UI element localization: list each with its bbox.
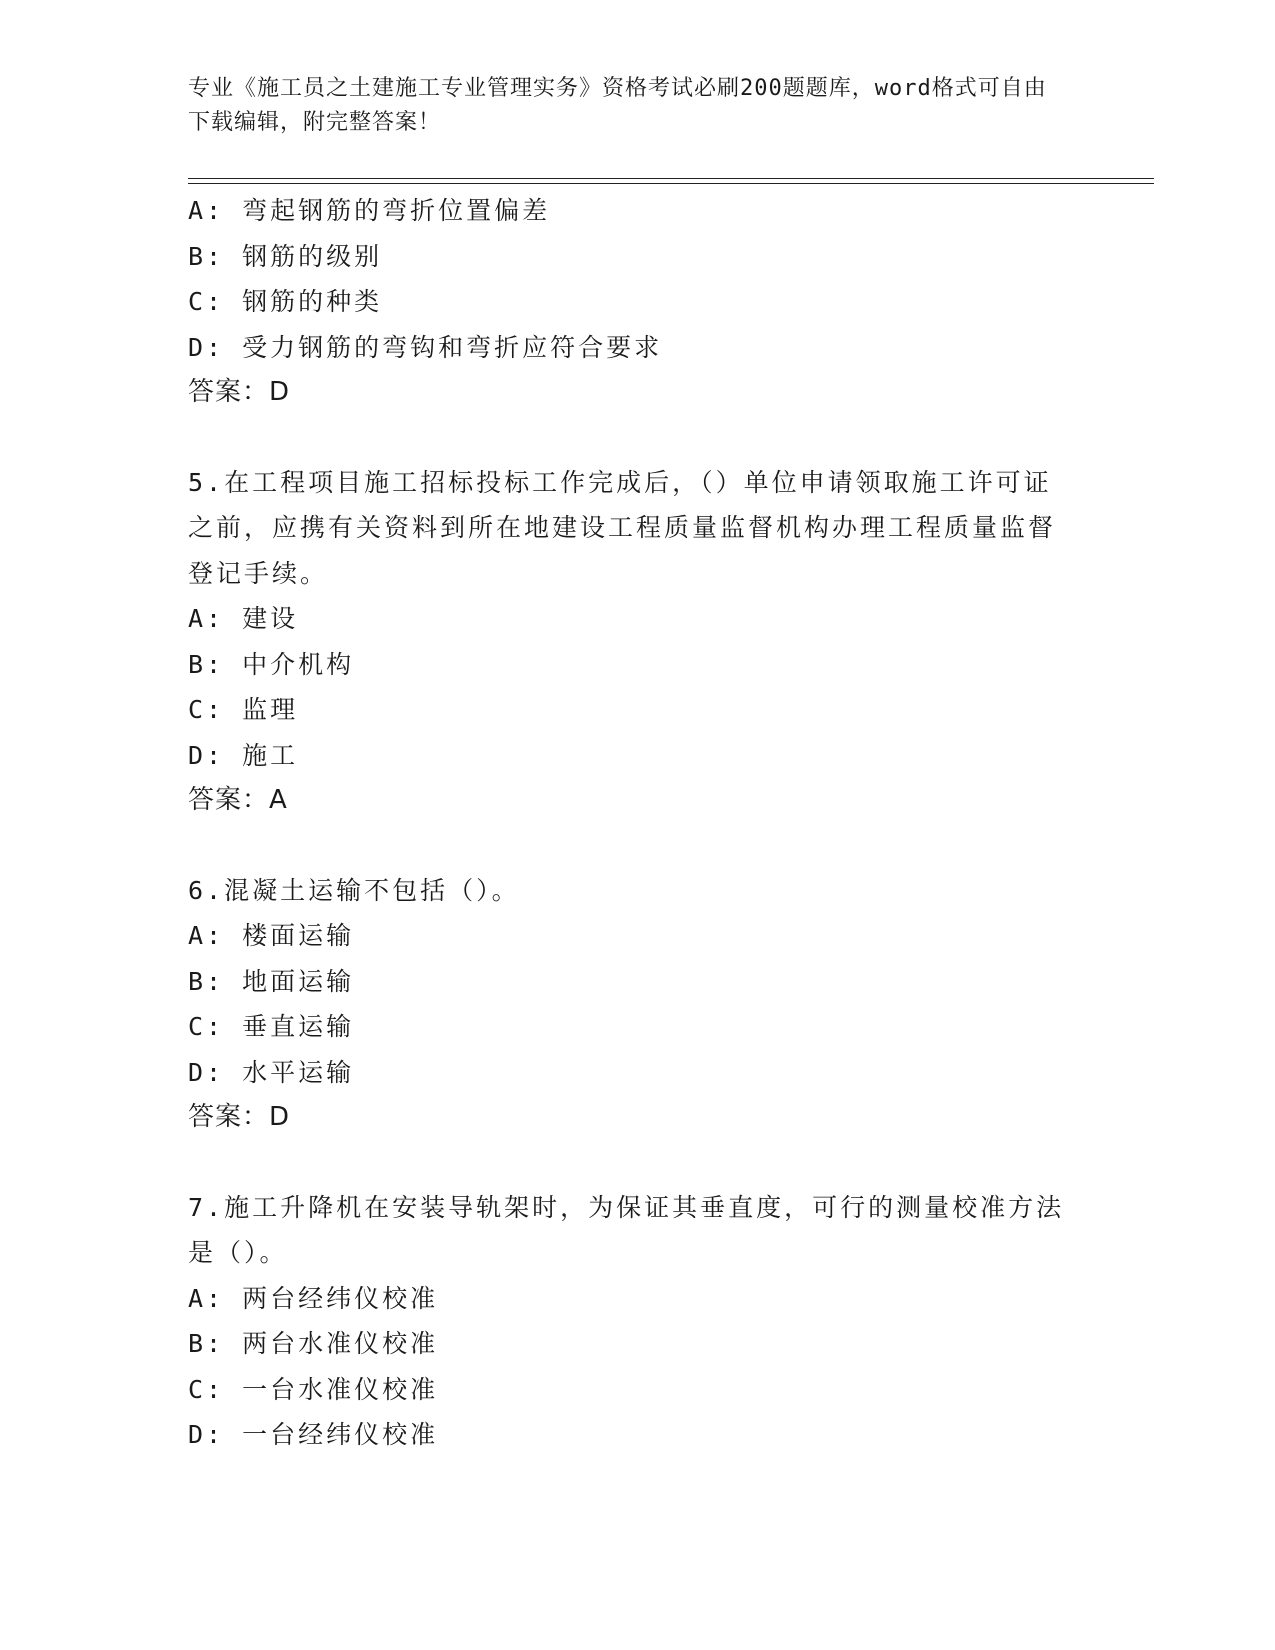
option-a: A: 两台经纬仪校准 <box>188 1283 439 1313</box>
answer-line: 答案：D <box>188 377 291 407</box>
header-rule-top <box>188 178 1154 179</box>
option-a: A: 建设 <box>188 604 299 633</box>
question-list <box>188 188 1068 1458</box>
option-b: B: 两台水准仪校准 <box>188 1329 439 1358</box>
option-d: D: 一台经纬仪校准 <box>188 1420 439 1449</box>
option-b: B: 钢筋的级别 <box>188 241 383 271</box>
question-text: 6.混凝土运输不包括（）。 <box>188 875 520 905</box>
answer-line: 答案：A <box>188 785 288 815</box>
question-block-5 <box>188 460 1068 824</box>
option-c: C: 垂直运输 <box>188 1012 355 1041</box>
option-b: B: 地面运输 <box>188 966 355 996</box>
document-header: 专业《施工员之土建施工专业管理实务》资格考试必刷200题题库，word格式可自由下载编辑，附完整答案！ <box>188 76 1047 135</box>
option-c: C: 钢筋的种类 <box>188 287 383 316</box>
question-text: 7.施工升降机在安装导轨架时，为保证其垂直度，可行的测量校准方法是（）。 <box>188 1192 1065 1267</box>
question-block-7 <box>188 1185 1068 1458</box>
option-b: B: 中介机构 <box>188 649 355 679</box>
question-text: 5.在工程项目施工招标投标工作完成后，（）单位申请领取施工许可证之前，应携有关资料到所在地建设工程质量监督机构办理工程质量监督登记手续。 <box>188 467 1057 588</box>
option-a: A: 弯起钢筋的弯折位置偏差 <box>188 196 551 225</box>
header-rule-bottom <box>188 183 1154 184</box>
block-spacer <box>188 1141 1068 1185</box>
option-a: A: 楼面运输 <box>188 921 355 950</box>
question-block-4 <box>188 188 1068 416</box>
option-d: D: 受力钢筋的弯钩和弯折应符合要求 <box>188 332 663 362</box>
option-d: D: 水平运输 <box>188 1057 355 1087</box>
question-block-6 <box>188 868 1068 1141</box>
option-d: D: 施工 <box>188 740 299 770</box>
option-c: C: 一台水准仪校准 <box>188 1374 439 1404</box>
answer-line: 答案：D <box>188 1102 291 1132</box>
option-c: C: 监理 <box>188 695 299 724</box>
block-spacer <box>188 824 1068 868</box>
block-spacer <box>188 416 1068 460</box>
